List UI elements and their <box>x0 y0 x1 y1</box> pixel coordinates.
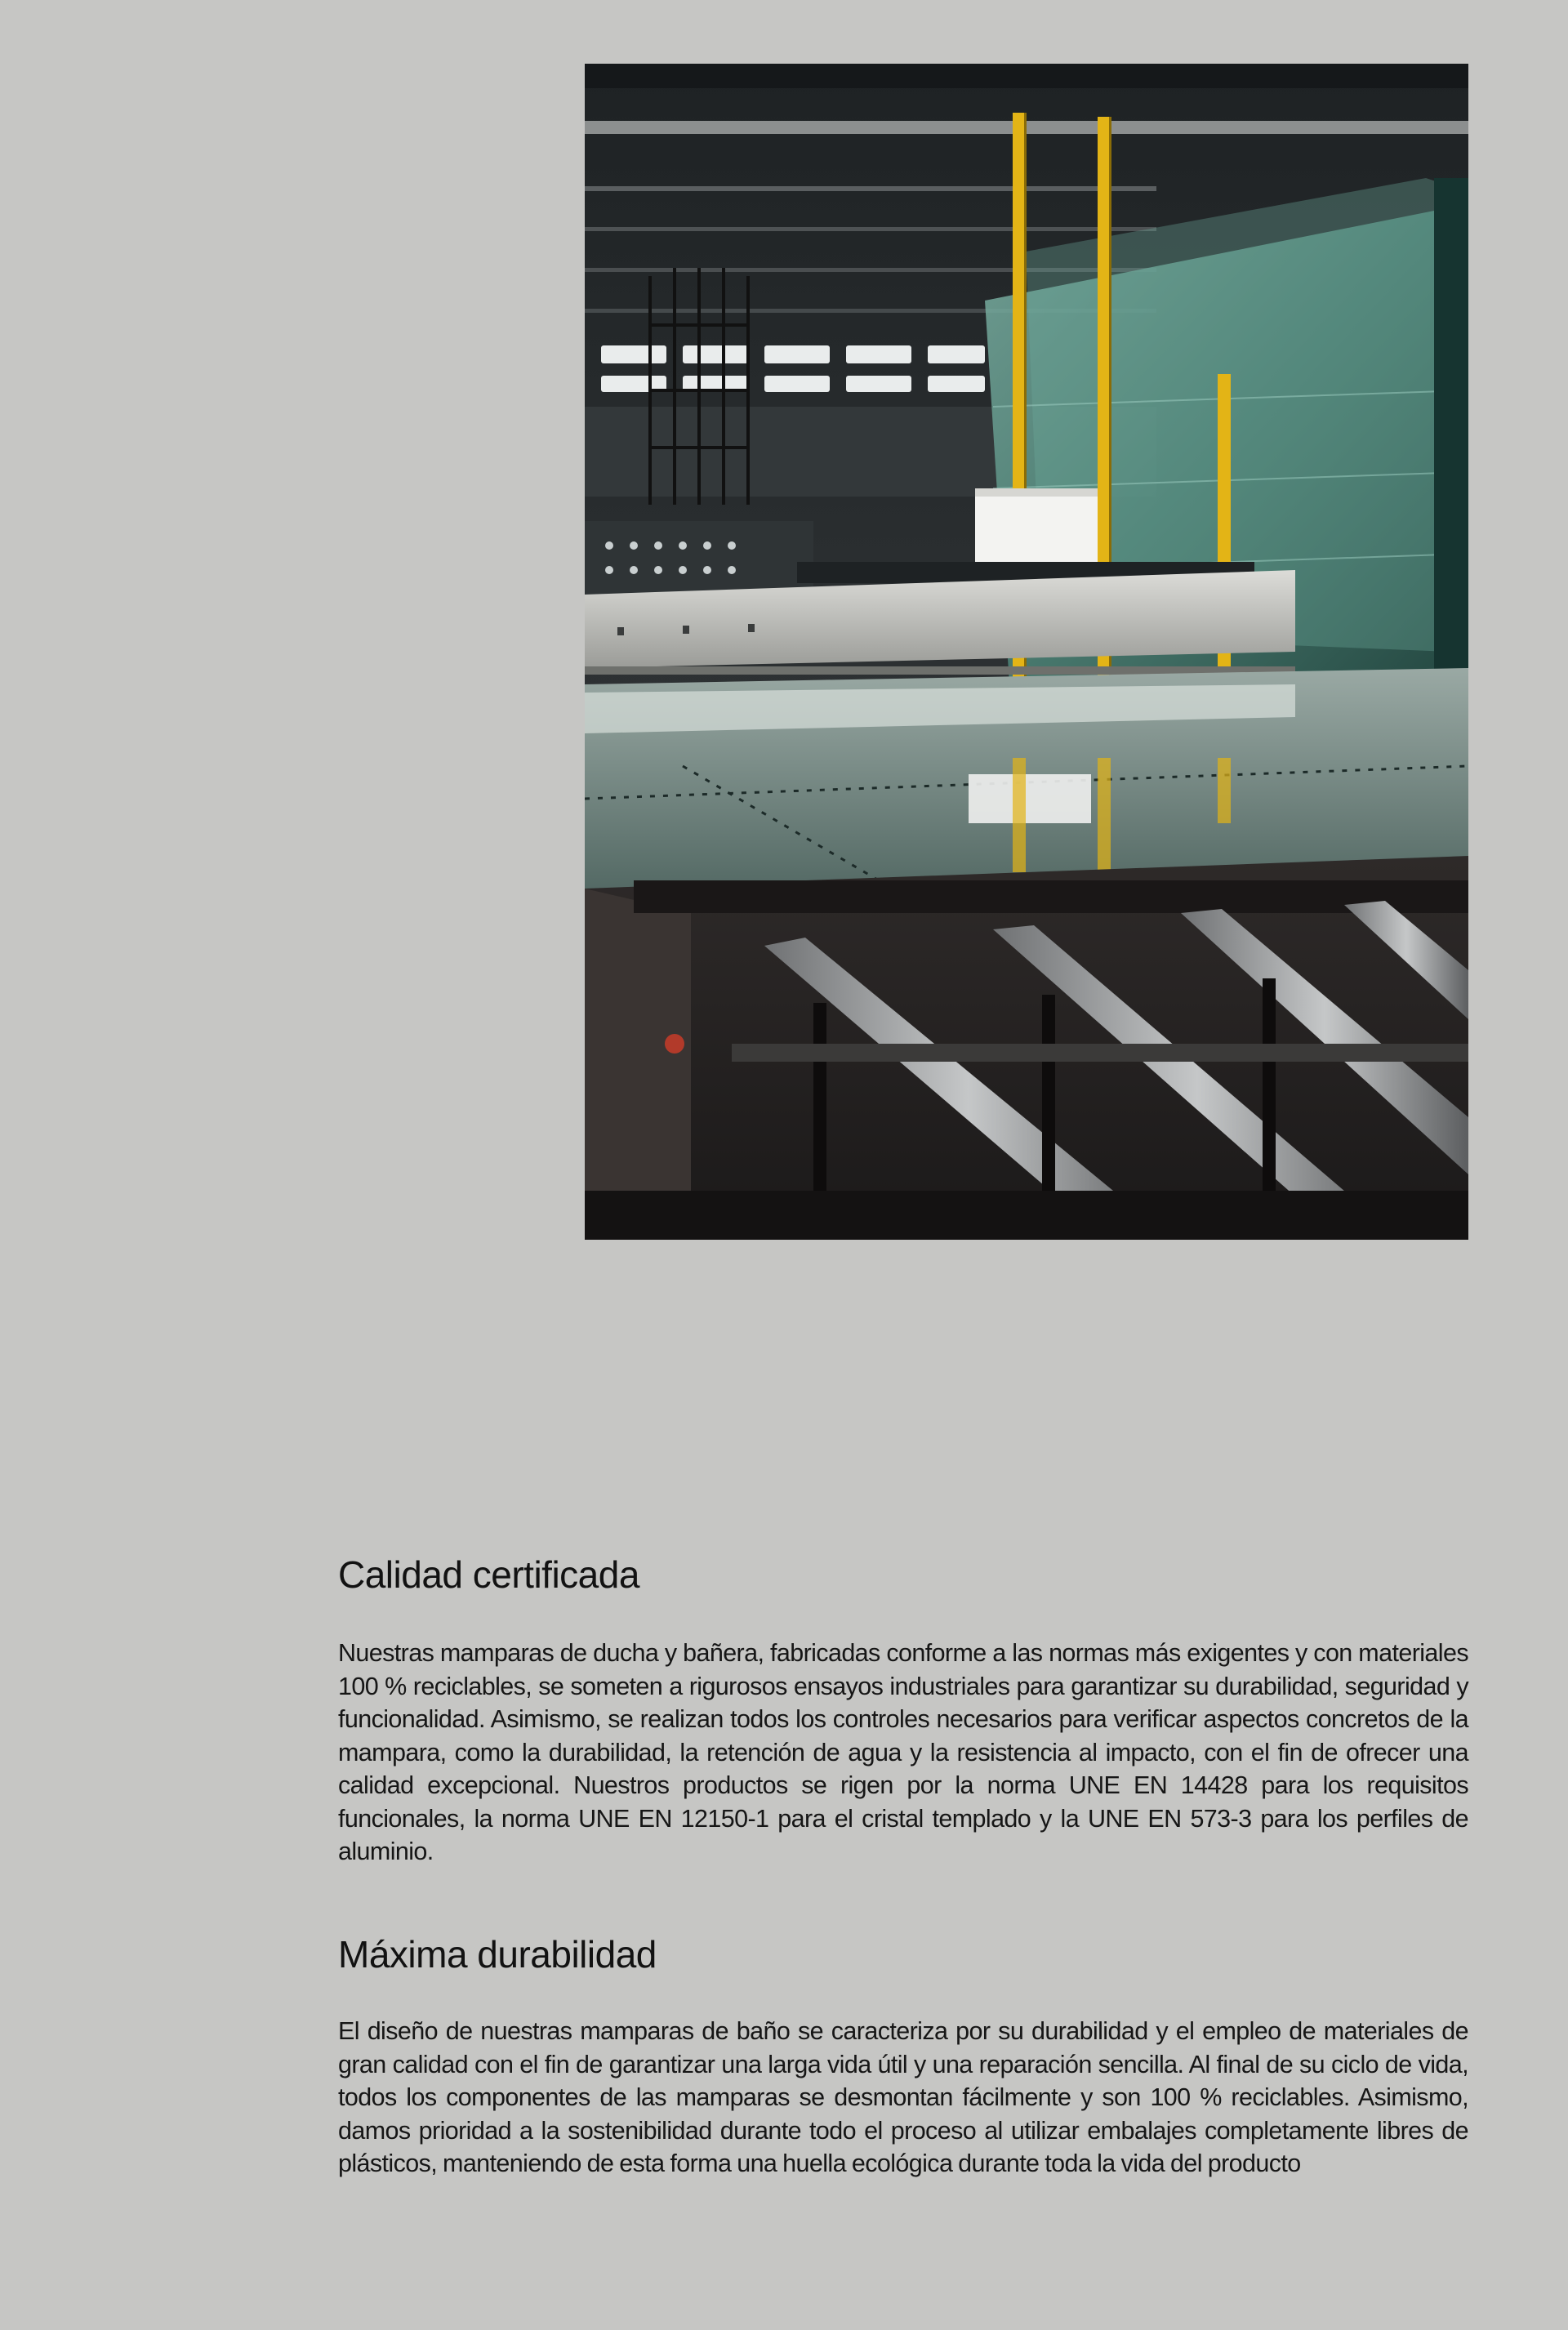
section-body: Nuestras mamparas de ducha y bañera, fabricadas conforme a las normas más exigentes y con materiales 100 % reciclables, se someten a rigurosos ensayos industriales para garantizar su durabilidad, seguridad y funcionalidad. Asimismo, se realizan todos los controles necesarios para verificar aspectos concretos de la mampara, como la durabilidad, la retención de agua y la resistencia al impacto, con el fin de ofrecer una calidad excepcional. Nuestros productos se rigen por la norma UNE EN 14428 para los requisitos funcionales, la norma UNE EN 12150-1 para el cristal templado y la UNE EN 573-3 para los perfiles de aluminio. <box>338 1639 1468 1865</box>
factory-glass-production-line-photo <box>585 64 1468 1240</box>
section-title: Calidad certificada <box>338 1553 639 1596</box>
section-body: El diseño de nuestras mamparas de baño se caracteriza por su durabilidad y el empleo de materiales de gran calidad con el fin de garantizar una larga vida útil y una reparación sencilla. Al final de su ciclo de vida, todos los componentes de las mamparas se desmontan fácilmente y son 100 % reciclables. Asimismo, damos prioridad a la sostenibilidad durante todo el proceso al utilizar embalajes completamente libres de plásticos, manteniendo de esta forma una huella ecológica durante toda la vida del producto <box>338 2017 1468 2177</box>
factory-photo <box>585 64 1468 1240</box>
section-title: Máxima durabilidad <box>338 1933 657 1976</box>
section-maxima-durabilidad <box>338 1931 1468 2181</box>
section-calidad-certificada <box>338 1552 1468 1869</box>
